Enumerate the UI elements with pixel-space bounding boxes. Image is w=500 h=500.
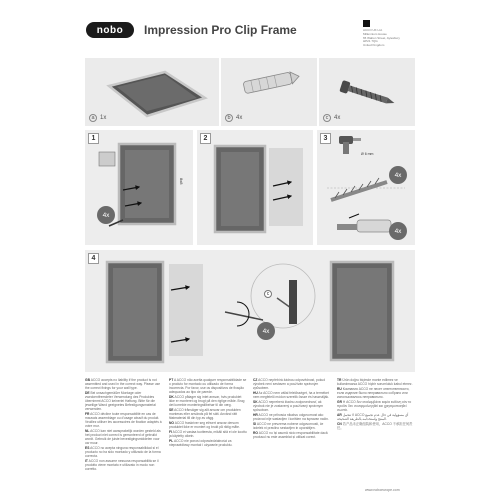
part-a-label bbox=[89, 114, 106, 122]
nobo-logo bbox=[86, 22, 134, 38]
paragraph: Ürün doğru biçimde monte edilmez ve kullanılmazsa ACCO hiçbir sorumluluk kabul etmez. bbox=[337, 378, 413, 386]
address-line: 65 Walton Street, Aylesbury bbox=[363, 35, 400, 40]
quantity-badge: 4x bbox=[389, 222, 407, 240]
part-c bbox=[319, 58, 415, 126]
paragraph: Bei unsachgemäßer Montage oder zweckentfremdeter Verwendung des Produktes übernimmt ACCO keinerlei Haftung. Bitte für die jeweilige Wand geeignetes Befestigungsmaterial verwenden. bbox=[85, 391, 156, 411]
paragraph: 若产品未正确组装和使用，ACCO 不承担任何责任。 bbox=[337, 422, 413, 430]
step-4-panel bbox=[85, 250, 415, 372]
part-qty: 4x bbox=[236, 115, 243, 121]
paragraph: ACCO fraskriver seg ethvert ansvar dersom produktet ikke er montert og brukt på riktig måte. bbox=[169, 421, 240, 429]
paragraph: ACCO ne prevzema nobene odgovornosti, če izdelek ni pravilno sestavljen in uporabljen. bbox=[253, 422, 324, 430]
paragraph: ACCO ei vastaa tuotteesta, mikäli sitä ei ole koottu ja käytetty oikein. bbox=[169, 430, 247, 438]
paragraph: ACCO frånsäger sig allt ansvar om produkten monteras eller används på fel sätt. Använd rätt fästmaterial till din typ av vägg. bbox=[169, 408, 241, 420]
size-label: 8x8 bbox=[179, 178, 184, 185]
step-3-panel bbox=[317, 130, 415, 245]
step-2-illustration bbox=[197, 130, 313, 245]
step-number: 4 bbox=[88, 253, 99, 264]
quantity-badge: 4x bbox=[257, 322, 275, 340]
text-column bbox=[337, 378, 415, 486]
part-qty: 4x bbox=[334, 115, 341, 121]
language-code: SK bbox=[253, 400, 258, 404]
part-b bbox=[221, 58, 317, 126]
address-line: Millennium House bbox=[363, 31, 387, 36]
language-code: IT bbox=[85, 459, 88, 463]
part-b-label bbox=[225, 114, 242, 122]
language-code: ES bbox=[85, 446, 90, 450]
language-code: NO bbox=[169, 421, 174, 425]
page-title: Impression Pro Clip Frame bbox=[144, 23, 297, 37]
language-code: CZ bbox=[253, 378, 258, 382]
language-code: PL bbox=[169, 439, 174, 443]
acco-mark-icon bbox=[363, 20, 370, 27]
language-code: GR bbox=[337, 400, 342, 404]
step-number: 1 bbox=[88, 133, 99, 144]
paragraph: Η ACCO δεν αναλαμβάνει καμία ευθύνη εάν το προϊόν δεν συναρμολογηθεί και χρησιμοποιηθεί σωστά. bbox=[337, 400, 412, 412]
language-code: GB bbox=[85, 378, 90, 382]
language-code: FR bbox=[85, 412, 90, 416]
paragraph: ACCO nepřebírá žádnou odpovědnost, pokud výrobek není sestaven a používán správným způsobem. bbox=[253, 378, 326, 390]
paragraph: Компания ACCO не несет ответственности, если изделие было неправильно собрано или использовалось неправильно. bbox=[337, 387, 410, 399]
footer-url: www.noboeurope.com bbox=[365, 488, 400, 492]
part-letter: b bbox=[225, 114, 233, 122]
parts-panel bbox=[85, 58, 415, 126]
step-number: 3 bbox=[320, 133, 331, 144]
language-code: DE bbox=[85, 391, 90, 395]
paragraph: ACCO nepreberá žiadnu zodpovednosť, ak výrobok nie je zostavený a používaný správnym spôsobom. bbox=[253, 400, 324, 412]
paragraph: Az ACCO nem vállal felelősséget, ha a terméket nem megfelelő módon szerelik össze és használják. bbox=[253, 391, 330, 399]
paragraph: ACCO nu își asumă nicio responsabilitate dacă produsul nu este asamblat și utilizat corect. bbox=[253, 431, 328, 439]
company-address bbox=[363, 29, 423, 48]
language-code: SE bbox=[169, 408, 174, 412]
text-column bbox=[253, 378, 331, 486]
drill-icon bbox=[339, 136, 361, 154]
part-letter: c bbox=[323, 114, 331, 122]
rotate-arrow-icon bbox=[237, 302, 249, 326]
hand-icon bbox=[99, 152, 115, 166]
language-code: HR bbox=[253, 413, 258, 417]
paragraph: A ACCO não aceita qualquer responsabilidade se o produto for montado ou utilizado de forma incorrecta. Por favor, use os dispositivos de fixação adequados ao tipo de parede. bbox=[169, 378, 247, 394]
text-column bbox=[169, 378, 247, 486]
drill-size-label: Ø 6 mm bbox=[361, 152, 374, 156]
text-column bbox=[85, 378, 163, 486]
part-c-label bbox=[323, 114, 340, 122]
language-code: HU bbox=[253, 391, 258, 395]
logo-text: nobo bbox=[96, 24, 124, 36]
part-a bbox=[85, 58, 219, 126]
language-code: FI bbox=[169, 430, 172, 434]
language-code: RU bbox=[337, 387, 342, 391]
paragraph: ACCO décline toute responsabilité en cas de mauvais assemblage ou d’usage abusif du produit. Veuillez utiliser les accessoires de fixation adaptés à votre mur. bbox=[85, 412, 162, 428]
quantity-badge: 4x bbox=[97, 206, 115, 224]
language-code: DK bbox=[169, 395, 174, 399]
address-line: HP21 7QG bbox=[363, 39, 378, 44]
address-line: ACCO UK Ltd. bbox=[363, 28, 383, 32]
step-2-panel bbox=[197, 130, 313, 245]
part-letter: a bbox=[89, 114, 97, 122]
step-number: 2 bbox=[200, 133, 211, 144]
language-code: NL bbox=[85, 429, 90, 433]
paragraph: ACCO nie ponosi odpowiedzialności za nieprawidłowy montaż i używanie produktu. bbox=[169, 439, 233, 447]
address-line: United Kingdom bbox=[363, 43, 385, 48]
disclaimer-text bbox=[85, 378, 415, 486]
quantity-badge: 4x bbox=[389, 166, 407, 184]
paragraph: ACCO non assume nessuna responsabilità se il prodotto viene montato e utilizzato in modo non corretto. bbox=[85, 459, 159, 471]
paragraph: ACCO kan niet aansprakelijk worden gesteld als het product niet correct is gemonteerd of gebruikt wordt. Gebruik de juiste bevestigingsmiddelen voor uw muur. bbox=[85, 429, 161, 445]
language-code: SI bbox=[253, 422, 257, 426]
step-1-panel bbox=[85, 130, 193, 245]
part-qty: 1x bbox=[100, 115, 107, 121]
language-code: TR bbox=[337, 378, 342, 382]
paragraph: ACCO no acepta ninguna responsabilidad si el producto no ha sido montado y utilizado de la forma correcta. bbox=[85, 446, 161, 458]
paragraph: لا تتحمل ACCO أي مسؤولية في حال عدم تجميع المنتج واستخدامه بالطريقة الصحيحة. bbox=[337, 413, 409, 421]
language-code: CN bbox=[337, 422, 342, 426]
paragraph: ACCO påtager sig intet ansvar, hvis produktet ikke er monteret og brugt på den rigtige måde. Brug det korrekte monteringstilbehør til din væg. bbox=[169, 395, 245, 407]
step-1-illustration bbox=[85, 130, 193, 245]
language-code: AR bbox=[337, 413, 342, 417]
part-letter: c bbox=[264, 290, 272, 298]
language-code: PT bbox=[169, 378, 174, 382]
paragraph: ACCO accepts no liability if the product is not assembled and used in the correct way. Please use the correct fixings for your wall type. bbox=[85, 378, 161, 390]
paragraph: ACCO ne prihvaća nikakvu odgovornost ako proizvod nije sastavljen i korišten na ispravan način. bbox=[253, 413, 329, 421]
step-4-illustration bbox=[85, 250, 415, 372]
language-code: RO bbox=[253, 431, 258, 435]
